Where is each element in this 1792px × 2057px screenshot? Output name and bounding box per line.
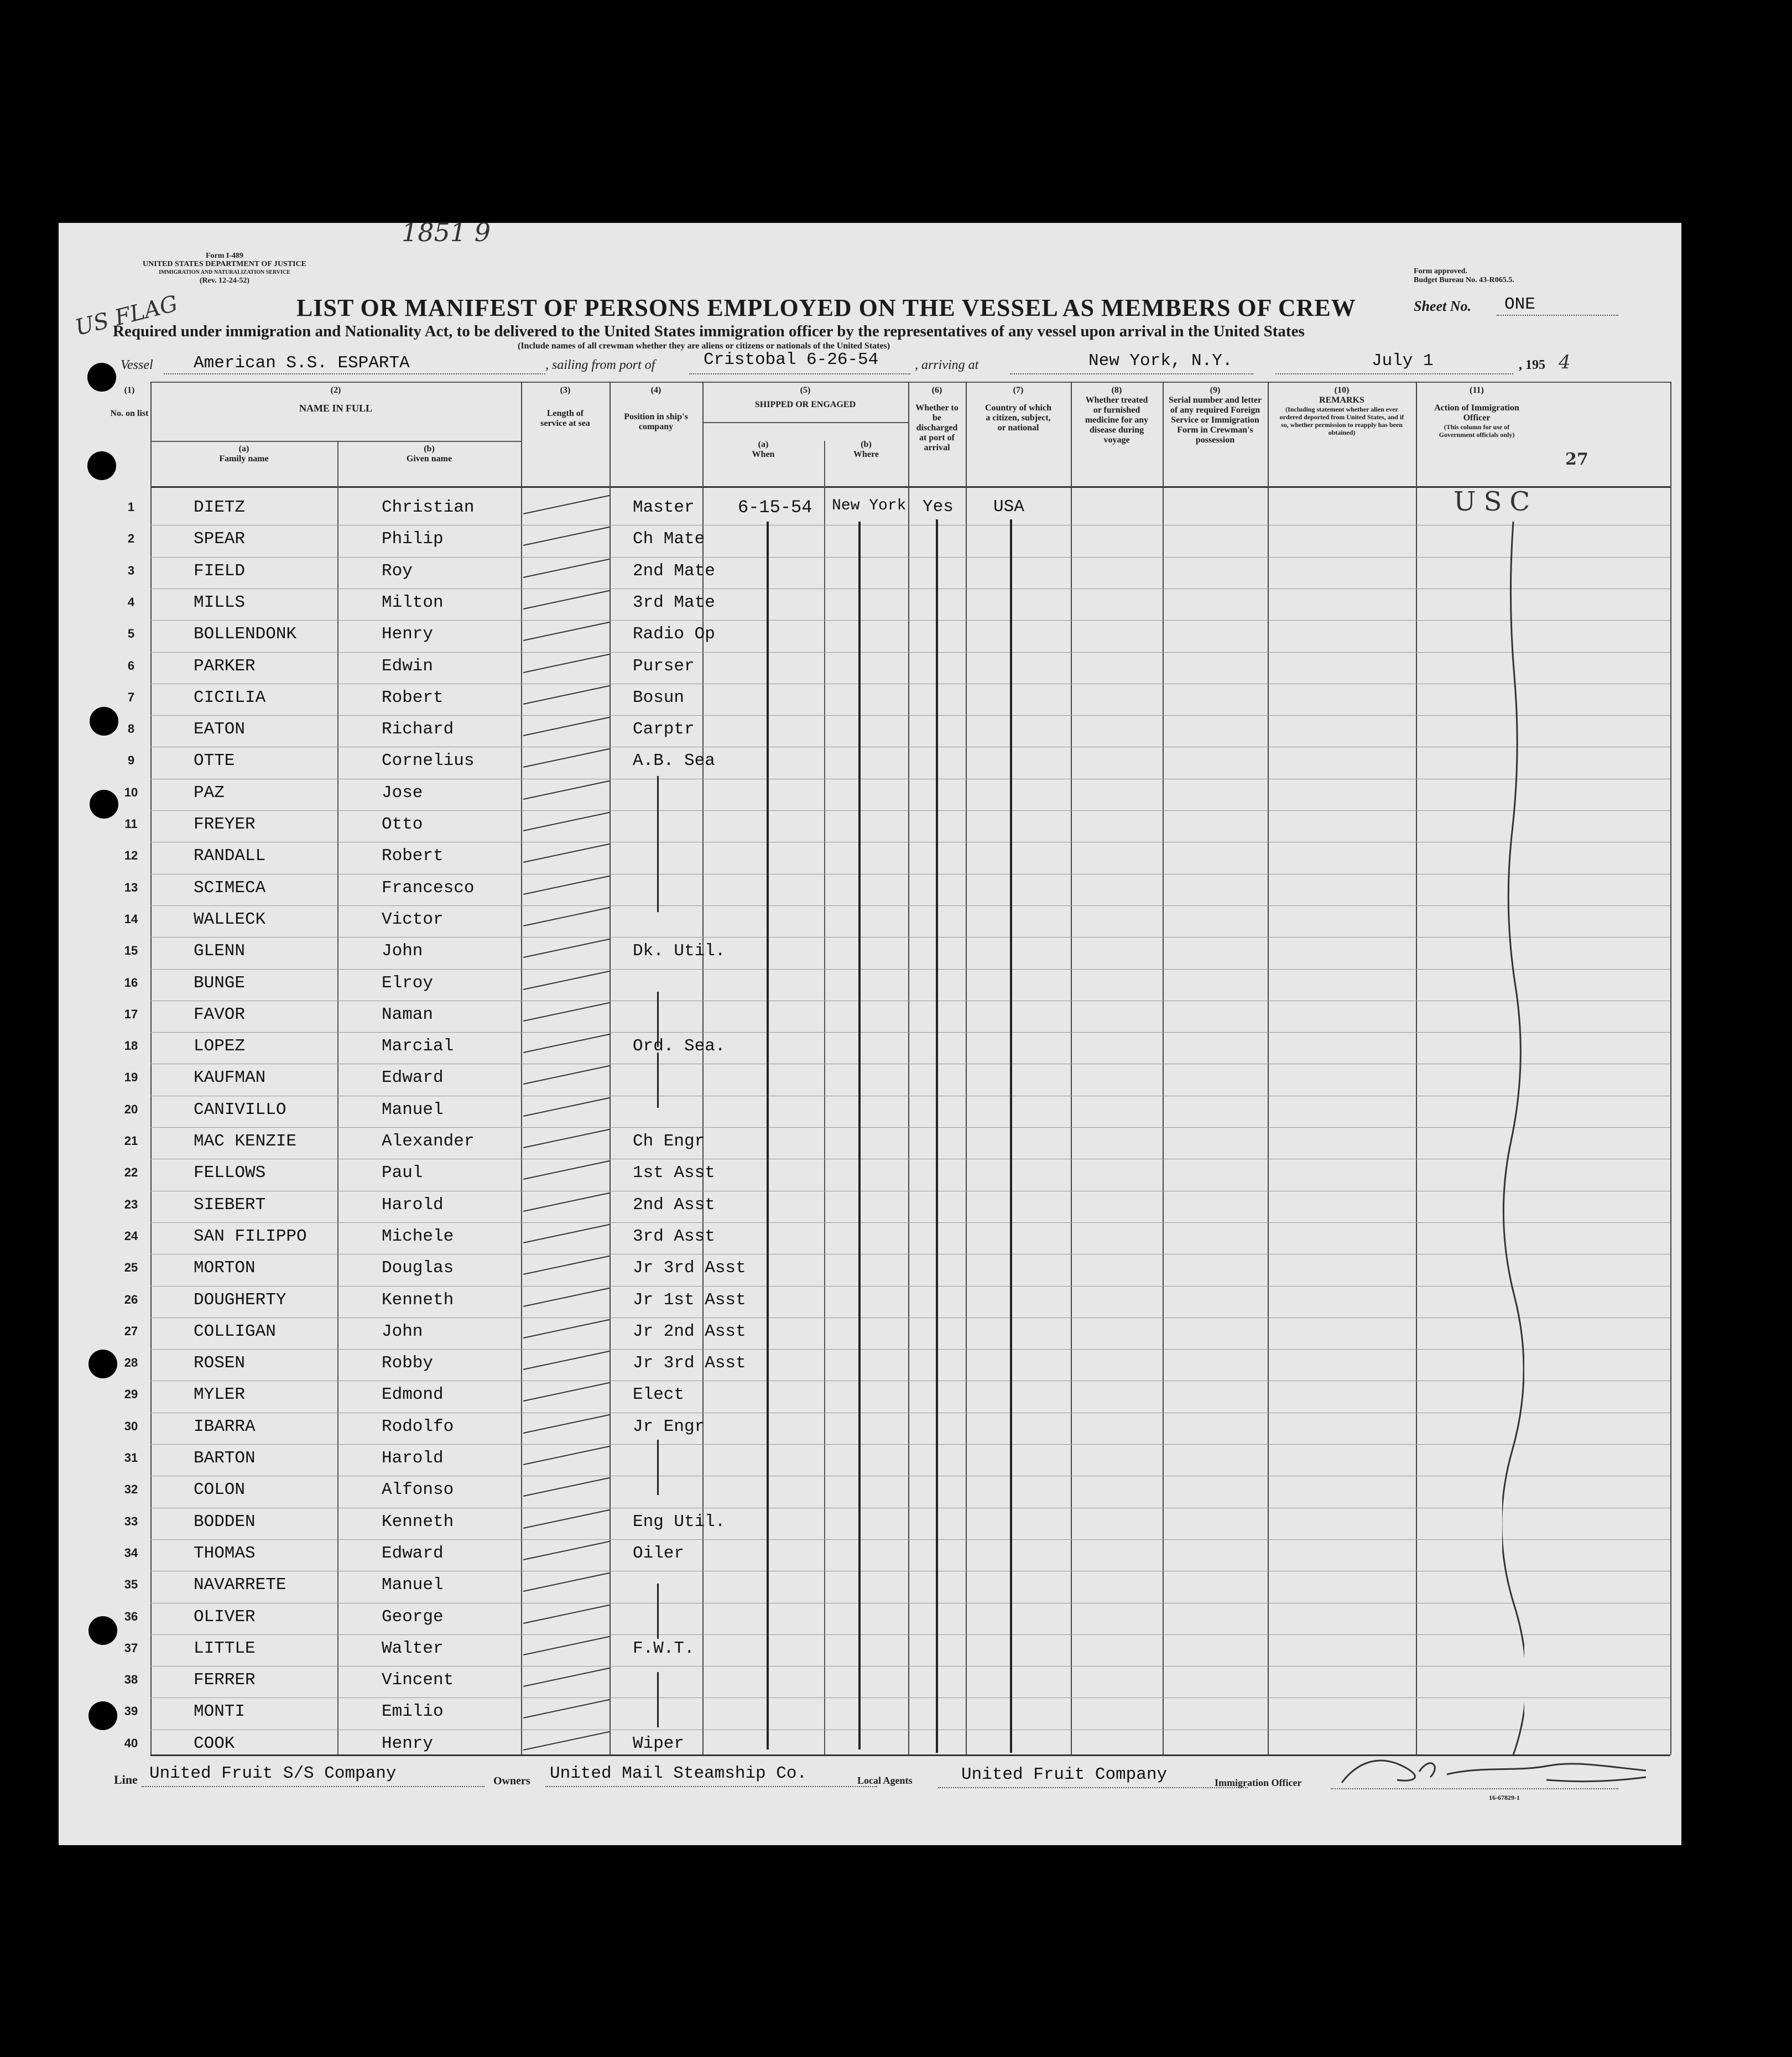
col10-header (1268, 386, 1416, 436)
family-name: MONTI (194, 1702, 246, 1722)
given-name: Michele (382, 1226, 454, 1246)
col5b-header (824, 440, 908, 460)
sheet-label: Sheet No. (1414, 298, 1471, 314)
service-mark (523, 1319, 610, 1339)
service-mark (523, 1002, 610, 1022)
col1-header (108, 386, 150, 419)
row-number: 27 (124, 1324, 138, 1338)
row-number: 2 (127, 532, 135, 546)
col2b-num: (b) (424, 444, 435, 454)
col11-header (1416, 386, 1538, 439)
row-number: 21 (124, 1134, 138, 1148)
row-number: 13 (124, 880, 138, 894)
row-number: 14 (124, 912, 138, 926)
row-number: 18 (124, 1039, 138, 1053)
family-name: EATON (194, 720, 246, 740)
row-number: 32 (124, 1482, 138, 1497)
row-number: 9 (127, 753, 135, 768)
service-mark (523, 1699, 610, 1718)
family-name: MORTON (194, 1258, 256, 1278)
service-mark (523, 717, 610, 736)
given-name: Kenneth (382, 1512, 454, 1532)
col10-sub: (Including statement whether alien ever ordered deported from United States, and if so, whether permission to reapply has been obtained) (1279, 405, 1404, 436)
col4-num: (4) (650, 386, 661, 395)
arrival-date: July 1 (1372, 351, 1434, 371)
col5-num: (5) (800, 386, 811, 395)
year-prefix: , 195 (1519, 358, 1545, 372)
form-approved: Form approved. (1414, 267, 1467, 275)
given-name: Marcial (382, 1037, 454, 1056)
family-name: BARTON (194, 1449, 256, 1468)
family-name: SCIMECA (194, 878, 266, 898)
row-number: 19 (124, 1070, 138, 1085)
family-name: OTTE (194, 751, 235, 771)
row-number: 36 (124, 1609, 138, 1623)
family-name: FIELD (194, 561, 246, 581)
given-name: Edmond (382, 1385, 444, 1405)
family-name: DOUGHERTY (194, 1290, 286, 1310)
position: Jr 2nd Asst (633, 1321, 746, 1341)
position: Wiper (633, 1733, 685, 1753)
service-mark (523, 1034, 610, 1053)
vessel-name: American S.S. ESPARTA (194, 353, 410, 373)
given-name: Edward (382, 1068, 444, 1088)
given-name: George (382, 1607, 444, 1627)
service-mark (523, 1065, 610, 1085)
service-mark (523, 875, 610, 894)
row-number: 16 (124, 975, 138, 990)
family-name: CICILIA (194, 688, 266, 707)
approval-block (1414, 267, 1514, 285)
family-name: IBARRA (194, 1417, 256, 1436)
col2a-header (150, 444, 337, 464)
col5a-num: (a) (758, 440, 769, 449)
col6-num: (6) (931, 386, 942, 395)
agents-name: United Fruit Company (961, 1765, 1168, 1784)
position: 3rd Asst (633, 1226, 715, 1246)
agents-label: Local Agents (857, 1775, 913, 1786)
vessel-label: Vessel (121, 358, 153, 372)
col8-header (1071, 386, 1163, 445)
family-name: NAVARRETE (194, 1575, 286, 1595)
revision-date: (Rev. 12-24-52) (199, 277, 250, 285)
row-number: 25 (124, 1261, 138, 1275)
given-name: Harold (382, 1195, 444, 1215)
shipped-where: New York (832, 497, 907, 514)
col10-num: (10) (1334, 386, 1350, 395)
position: Ord. Sea. (633, 1037, 726, 1056)
col7-label: Country of which a citizen, subject, or national (984, 403, 1051, 433)
row-number: 8 (127, 722, 135, 736)
given-name: Victor (382, 909, 444, 929)
given-name: Walter (382, 1638, 444, 1658)
col3-num: (3) (560, 386, 571, 395)
given-name: Alfonso (382, 1480, 454, 1500)
service-mark (523, 970, 610, 990)
row-number: 26 (124, 1292, 138, 1306)
sailing-label: , sailing from port of (545, 358, 655, 372)
line-name: United Fruit S/S Company (149, 1764, 397, 1783)
line-label: Line (114, 1773, 138, 1787)
family-name: MYLER (194, 1385, 246, 1405)
service-mark (523, 1160, 610, 1180)
col7-num: (7) (1013, 386, 1024, 395)
given-name: Elroy (382, 973, 434, 993)
service-mark (523, 1097, 610, 1116)
service-mark (523, 1414, 610, 1433)
row-number: 15 (124, 944, 138, 958)
service-mark (523, 1477, 610, 1497)
service-mark (523, 1572, 610, 1592)
margin-note: US FLAG (72, 290, 180, 341)
service-mark (523, 1382, 610, 1402)
family-name: BOLLENDONK (194, 624, 297, 644)
col5a-label: When (752, 450, 775, 459)
row-number: 37 (124, 1641, 138, 1655)
given-name: Milton (382, 592, 444, 612)
row-number: 23 (124, 1197, 138, 1211)
given-name: Paul (382, 1163, 423, 1183)
row-number: 28 (124, 1356, 138, 1370)
form-subtitle: Required under immigration and Nationality Act, to be delivered to the United States immigration officer by the representatives of any vessel upon arrival in the United States (113, 322, 1305, 340)
given-name: Henry (382, 624, 434, 644)
col9-label: Serial number and letter of any required Foreign Service or Immigration Form in Crewman's possession (1168, 395, 1262, 445)
binder-hole (88, 1350, 117, 1378)
col2a-label: Family name (219, 454, 269, 464)
sheet-number: ONE (1504, 295, 1535, 314)
col1-num: (1) (124, 386, 135, 395)
given-name: Roy (382, 561, 413, 581)
binder-hole (90, 790, 118, 819)
discharge-answer: Yes (923, 497, 954, 517)
binder-hole (87, 451, 116, 480)
service-mark (523, 939, 610, 958)
service-mark (523, 1129, 610, 1148)
given-name: Emilio (382, 1702, 444, 1722)
service-mark (523, 622, 610, 641)
form-number: Form I-489 (205, 252, 244, 260)
col6-header (908, 386, 966, 453)
service-name: IMMIGRATION AND NATURALIZATION SERVICE (159, 269, 290, 275)
given-name: Jose (382, 783, 423, 803)
family-name: MILLS (194, 592, 246, 612)
family-name: SPEAR (194, 529, 246, 549)
position: Radio Op (633, 624, 715, 644)
binder-hole (88, 1701, 117, 1730)
given-name: Christian (382, 498, 475, 517)
print-code: 16-67829-1 (1489, 1794, 1520, 1801)
row-number: 22 (124, 1165, 138, 1180)
row-number: 40 (124, 1736, 138, 1750)
position: Purser (633, 656, 695, 676)
manifest-page (59, 217, 1681, 1845)
binder-hole (88, 1616, 117, 1645)
family-name: LOPEZ (194, 1037, 246, 1056)
row-number: 29 (124, 1387, 138, 1402)
family-name: COLON (194, 1480, 246, 1500)
col5a-header (702, 440, 824, 460)
given-name: Robert (382, 846, 444, 866)
family-name: PARKER (194, 656, 256, 676)
department-name: UNITED STATES DEPARTMENT OF JUSTICE (143, 260, 306, 268)
family-name: KAUFMAN (194, 1068, 266, 1088)
row-number: 17 (124, 1007, 138, 1021)
col5b-label: Where (853, 450, 879, 459)
given-name: Vincent (382, 1670, 454, 1690)
given-name: Rodolfo (382, 1417, 454, 1436)
officer-action: USC (1454, 486, 1538, 517)
position: Ch Mate (633, 529, 705, 549)
service-mark (523, 1351, 610, 1370)
side-number: 27 (1565, 450, 1588, 469)
col11-num: (11) (1470, 386, 1484, 395)
col8-num: (8) (1111, 386, 1122, 395)
wavy-ditto-line (1502, 522, 1524, 1755)
position: Jr 3rd Asst (633, 1258, 746, 1278)
col2b-label: Given name (406, 454, 452, 464)
col2-header (150, 386, 521, 413)
service-mark (523, 495, 610, 514)
arriving-label: , arriving at (915, 358, 979, 372)
given-name: Cornelius (382, 751, 475, 771)
given-name: John (382, 1321, 423, 1341)
service-mark (523, 1192, 610, 1211)
service-mark (523, 1731, 610, 1750)
col11-sub: (This column for use of Government officials only) (1439, 423, 1515, 439)
family-name: PAZ (194, 783, 225, 803)
col5b-num: (b) (861, 440, 872, 449)
position: Oiler (633, 1543, 685, 1563)
col7-header (966, 386, 1071, 433)
given-name: Henry (382, 1733, 434, 1753)
row-number: 31 (124, 1451, 138, 1465)
col3-label: Length of service at sea (540, 409, 590, 428)
col1-label: No. on list (110, 409, 149, 418)
position: Jr Engr (633, 1417, 705, 1436)
given-name: Francesco (382, 878, 475, 898)
col2-label: NAME IN FULL (299, 403, 372, 414)
owners-name: United Mail Steamship Co. (550, 1764, 808, 1783)
service-mark (523, 1446, 610, 1465)
shipped-when: 6-15-54 (738, 497, 812, 518)
agency-block (114, 252, 335, 285)
service-mark (523, 1509, 610, 1528)
family-name: SAN FILIPPO (194, 1226, 307, 1246)
family-name: COLLIGAN (194, 1321, 276, 1341)
service-mark (523, 1636, 610, 1655)
position: Jr 1st Asst (633, 1290, 746, 1310)
col5-label: SHIPPED OR ENGAGED (754, 400, 856, 409)
service-mark (523, 558, 610, 577)
given-name: Alexander (382, 1132, 475, 1151)
service-mark (523, 685, 610, 705)
row-number: 4 (127, 595, 135, 609)
family-name: ROSEN (194, 1353, 246, 1373)
row-number: 6 (127, 658, 135, 673)
binder-hole (90, 707, 118, 736)
col5-header (702, 386, 908, 410)
row-number: 38 (124, 1673, 138, 1687)
service-mark (523, 1668, 610, 1687)
family-name: BUNGE (194, 973, 246, 993)
given-name: Kenneth (382, 1290, 454, 1310)
service-mark (523, 1256, 610, 1275)
row-number: 30 (124, 1419, 138, 1433)
officer-signature (1336, 1749, 1652, 1794)
row-number: 7 (127, 690, 135, 704)
position: Jr 3rd Asst (633, 1353, 746, 1373)
family-name: FERRER (194, 1670, 256, 1690)
position: Ch Engr (633, 1132, 705, 1151)
row-number: 24 (124, 1228, 138, 1243)
col9-header (1163, 386, 1268, 445)
given-name: Richard (382, 720, 454, 740)
col2a-num: (a) (238, 444, 249, 454)
row-number: 39 (124, 1704, 138, 1718)
position: 2nd Mate (633, 561, 715, 581)
service-mark (523, 843, 610, 863)
col8-label: Whether treated or furnished medicine for any disease during voyage (1085, 395, 1149, 445)
given-name: Robert (382, 688, 444, 707)
family-name: CANIVILLO (194, 1100, 286, 1119)
given-name: Douglas (382, 1258, 454, 1278)
row-number: 34 (124, 1545, 138, 1560)
position: Dk. Util. (633, 941, 726, 961)
service-mark (523, 907, 610, 926)
family-name: DIETZ (194, 498, 246, 517)
sailing-port: Cristobal 6-26-54 (704, 350, 879, 369)
family-name: LITTLE (194, 1638, 256, 1658)
row-number: 1 (127, 500, 135, 514)
binder-hole (87, 363, 116, 392)
family-name: SIEBERT (194, 1195, 266, 1215)
col2b-header (337, 444, 521, 464)
service-mark (523, 748, 610, 768)
col10-label: REMARKS (1319, 395, 1364, 405)
family-name: FELLOWS (194, 1163, 266, 1183)
service-mark (523, 1604, 610, 1623)
given-name: Manuel (382, 1575, 444, 1595)
col6-label: Whether to be discharged at port of arrival (915, 403, 958, 452)
family-name: FAVOR (194, 1004, 246, 1024)
position: 1st Asst (633, 1163, 715, 1183)
given-name: Naman (382, 1004, 434, 1024)
col4-header (610, 386, 702, 432)
position: Elect (633, 1385, 685, 1405)
given-name: John (382, 941, 423, 961)
owners-label: Owners (493, 1775, 530, 1787)
service-mark (523, 1541, 610, 1560)
col11-label: Action of Immigration Officer (1434, 403, 1519, 423)
row-number: 11 (124, 817, 138, 831)
service-mark (523, 1224, 610, 1243)
family-name: WALLECK (194, 909, 266, 929)
position: Master (633, 498, 695, 517)
row-number: 35 (124, 1577, 138, 1592)
position: Bosun (633, 688, 685, 707)
family-name: MAC KENZIE (194, 1132, 297, 1151)
row-number: 3 (127, 563, 135, 577)
col3-header (521, 386, 610, 429)
year-suffix: 4 (1559, 351, 1571, 373)
row-number: 12 (124, 848, 138, 863)
row-number: 20 (124, 1102, 138, 1116)
service-mark (523, 780, 610, 799)
given-name: Philip (382, 529, 444, 549)
form-title: LIST OR MANIFEST OF PERSONS EMPLOYED ON THE VESSEL AS MEMBERS OF CREW (296, 294, 1356, 321)
given-name: Edward (382, 1543, 444, 1563)
given-name: Manuel (382, 1100, 444, 1119)
row-number: 33 (124, 1514, 138, 1528)
service-mark (523, 812, 610, 831)
col4-label: Position in ship's company (624, 412, 688, 431)
officer-label: Immigration Officer (1215, 1777, 1302, 1788)
family-name: FREYER (194, 815, 256, 834)
col9-num: (9) (1210, 386, 1221, 395)
form-note: (Include names of all crewman whether they are aliens or citizens or nationals of the United States) (518, 341, 890, 351)
service-mark (523, 590, 610, 610)
arriving-port: New York, N.Y. (1088, 351, 1233, 371)
service-mark (523, 527, 610, 546)
row-number: 10 (124, 785, 138, 799)
service-mark (523, 1287, 610, 1306)
family-name: COOK (194, 1733, 235, 1753)
family-name: GLENN (194, 941, 246, 961)
given-name: Harold (382, 1449, 444, 1468)
position: 2nd Asst (633, 1195, 715, 1215)
position: F.W.T. (633, 1638, 695, 1658)
service-mark (523, 653, 610, 673)
given-name: Robby (382, 1353, 434, 1373)
row-number: 5 (127, 627, 135, 641)
budget-bureau-no: Budget Bureau No. 43-R065.5. (1414, 276, 1514, 284)
given-name: Edwin (382, 656, 434, 676)
position: 3rd Mate (633, 592, 715, 612)
position: A.B. Sea (633, 751, 715, 771)
top-number: 1851 9 (402, 217, 491, 247)
family-name: OLIVER (194, 1607, 256, 1627)
family-name: THOMAS (194, 1543, 256, 1563)
position: Eng Util. (633, 1512, 726, 1532)
given-name: Otto (382, 815, 423, 834)
family-name: BODDEN (194, 1512, 256, 1532)
family-name: RANDALL (194, 846, 266, 866)
position: Carptr (633, 720, 695, 740)
citizenship: USA (993, 497, 1024, 517)
col2-num: (2) (330, 386, 341, 395)
